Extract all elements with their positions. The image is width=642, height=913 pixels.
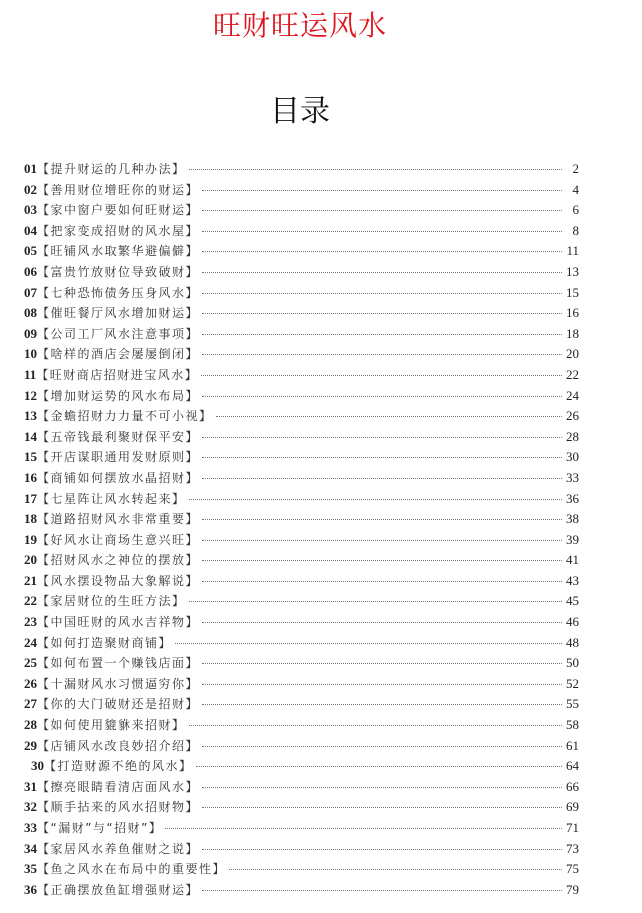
toc-entry-title[interactable]: 【正确摆放鱼缸增强财运】 xyxy=(37,882,200,897)
dot-leader xyxy=(202,890,562,891)
toc-entry-title[interactable]: 【旺铺风水取繁华避偏僻】 xyxy=(37,244,200,259)
dot-leader xyxy=(202,519,562,520)
toc-entry[interactable] xyxy=(24,694,579,715)
toc-entry[interactable] xyxy=(24,756,579,777)
toc-entry-number: 35 xyxy=(24,861,37,877)
toc-entry[interactable] xyxy=(24,818,579,839)
dot-leader xyxy=(202,190,562,191)
toc-entry-page[interactable]: 61 xyxy=(566,737,579,753)
dot-leader xyxy=(202,540,562,541)
toc-entry-page[interactable]: 30 xyxy=(566,449,579,465)
toc-entry-page[interactable]: 13 xyxy=(566,263,579,279)
toc-entry-page[interactable]: 26 xyxy=(566,408,579,424)
dot-leader xyxy=(165,828,562,829)
toc-entry-number: 02 xyxy=(24,181,37,197)
toc-entry-number: 27 xyxy=(24,696,37,712)
toc-entry-page[interactable]: 43 xyxy=(566,572,579,588)
toc-entry-number: 24 xyxy=(24,634,37,650)
toc-entry[interactable] xyxy=(24,880,579,901)
dot-leader xyxy=(202,849,562,850)
toc-entry-number: 31 xyxy=(24,778,37,794)
toc-entry-title[interactable]: 【啥样的酒店会屡屡倒闭】 xyxy=(37,347,200,362)
toc-entry[interactable] xyxy=(24,386,579,407)
toc-entry-title[interactable]: 【富贵竹放财位导致破财】 xyxy=(37,264,200,279)
toc-entry-page[interactable]: 73 xyxy=(566,840,579,856)
dot-leader xyxy=(189,725,562,726)
dot-leader xyxy=(202,684,562,685)
toc-entry[interactable] xyxy=(24,777,579,798)
toc-entry-number: 28 xyxy=(24,717,37,733)
toc-entry-number: 06 xyxy=(24,263,37,279)
dot-leader xyxy=(202,581,562,582)
toc-entry[interactable] xyxy=(24,859,579,880)
toc-entry-number: 36 xyxy=(24,881,37,897)
toc-entry-page[interactable]: 79 xyxy=(566,881,579,897)
toc-entry-number: 14 xyxy=(24,428,37,444)
toc-entry-number: 22 xyxy=(24,593,37,609)
toc-entry-number: 05 xyxy=(24,243,37,259)
toc-entry-title[interactable]: 【如何打造聚财商铺】 xyxy=(37,635,173,650)
toc-heading: 目录 xyxy=(270,94,330,129)
toc-entry-title[interactable]: 【增加财运势的风水布局】 xyxy=(37,388,200,403)
toc-entry-number: 32 xyxy=(24,799,37,815)
toc-entry-title[interactable]: 【开店谋职通用发财原则】 xyxy=(37,450,200,465)
toc-entry-number: 08 xyxy=(24,305,37,321)
toc-entry-title[interactable]: 【鱼之风水在布局中的重要性】 xyxy=(37,862,227,877)
toc-entry-title[interactable]: 【十漏财风水习惯逼穷你】 xyxy=(37,676,200,691)
toc-entry-title[interactable]: 【如何使用貔貅来招财】 xyxy=(37,718,186,733)
toc-entry-page[interactable]: 64 xyxy=(566,758,579,774)
toc-entry-title[interactable]: 【“漏财”与“招财”】 xyxy=(37,821,163,835)
toc-entry-page[interactable]: 66 xyxy=(566,778,579,794)
toc-entry-title[interactable]: 【旺财商店招财进宝风水】 xyxy=(36,367,199,382)
toc-entry-number: 30 xyxy=(31,758,44,774)
toc-entry[interactable] xyxy=(24,797,579,818)
toc-entry-number: 01 xyxy=(24,161,37,176)
toc-entry-number: 25 xyxy=(24,655,37,671)
table-of-contents xyxy=(24,159,579,900)
toc-entry[interactable] xyxy=(24,550,579,571)
toc-entry[interactable] xyxy=(24,427,579,448)
toc-entry-number: 17 xyxy=(24,490,37,506)
toc-entry-page[interactable]: 28 xyxy=(566,428,579,444)
toc-entry[interactable] xyxy=(24,180,579,201)
toc-entry[interactable] xyxy=(24,674,579,695)
toc-entry[interactable] xyxy=(24,612,579,633)
dot-leader xyxy=(201,375,562,376)
dot-leader xyxy=(202,622,562,623)
toc-entry[interactable] xyxy=(24,447,579,468)
toc-entry-number: 29 xyxy=(24,737,37,753)
toc-entry-page[interactable]: 20 xyxy=(566,346,579,362)
dot-leader xyxy=(189,499,562,500)
toc-entry[interactable] xyxy=(24,715,579,736)
dot-leader xyxy=(202,663,562,664)
toc-entry-page[interactable]: 2 xyxy=(572,161,579,176)
toc-entry-page[interactable]: 33 xyxy=(566,469,579,485)
dot-leader xyxy=(202,354,562,355)
dot-leader xyxy=(202,396,562,397)
toc-entry-title[interactable]: 【店铺风水改良妙招介绍】 xyxy=(37,738,200,753)
toc-entry-title[interactable]: 【七星阵让风水转起来】 xyxy=(37,491,186,506)
toc-entry-page[interactable]: 75 xyxy=(566,861,579,877)
dot-leader xyxy=(202,807,562,808)
toc-entry[interactable] xyxy=(24,530,579,551)
toc-entry-title[interactable]: 【公司工厂风水注意事项】 xyxy=(37,326,200,341)
toc-entry-number: 04 xyxy=(24,222,37,238)
dot-leader xyxy=(202,787,562,788)
dot-leader xyxy=(196,766,562,767)
toc-entry-title[interactable]: 【五帝钱最利聚财保平安】 xyxy=(37,429,200,444)
toc-entry-title[interactable]: 【如何布置一个赚钱店面】 xyxy=(37,656,200,671)
dot-leader xyxy=(202,704,562,705)
dot-leader xyxy=(202,231,562,232)
toc-entry-title[interactable]: 【善用财位增旺你的财运】 xyxy=(37,182,200,197)
toc-entry-number: 19 xyxy=(24,531,37,547)
toc-entry[interactable] xyxy=(24,591,579,612)
dot-leader xyxy=(202,746,562,747)
toc-entry-number: 33 xyxy=(24,820,37,835)
dot-leader xyxy=(202,293,562,294)
toc-entry-number: 21 xyxy=(24,572,37,588)
toc-entry[interactable] xyxy=(24,159,579,180)
toc-entry-page[interactable]: 39 xyxy=(566,531,579,547)
toc-entry-page[interactable]: 16 xyxy=(566,305,579,321)
toc-entry-number: 26 xyxy=(24,675,37,691)
toc-entry[interactable] xyxy=(24,221,579,242)
dot-leader xyxy=(202,334,562,335)
dot-leader xyxy=(202,251,562,252)
toc-entry-title[interactable]: 【招财风水之神位的摆放】 xyxy=(37,553,200,568)
document-title: 旺财旺运风水 xyxy=(212,9,387,42)
toc-entry-number: 03 xyxy=(24,202,37,218)
dot-leader xyxy=(202,272,562,273)
toc-entry-page[interactable]: 58 xyxy=(566,717,579,733)
toc-entry-number: 18 xyxy=(24,511,37,527)
toc-entry-page[interactable]: 8 xyxy=(572,222,579,238)
toc-entry-page[interactable]: 45 xyxy=(566,593,579,609)
toc-entry-number: 16 xyxy=(24,469,37,485)
toc-entry-page[interactable]: 4 xyxy=(572,181,579,197)
toc-entry-number: 12 xyxy=(24,387,37,403)
toc-entry-title[interactable]: 【七种恐怖债务压身风水】 xyxy=(37,285,200,300)
toc-entry[interactable] xyxy=(24,303,579,324)
toc-entry-page[interactable]: 38 xyxy=(566,511,579,527)
toc-entry-title[interactable]: 【家中窗户要如何旺财运】 xyxy=(37,203,200,218)
toc-entry-page[interactable]: 18 xyxy=(566,325,579,341)
toc-entry-page[interactable]: 46 xyxy=(566,614,579,630)
toc-entry-page[interactable]: 36 xyxy=(566,490,579,506)
toc-entry-number: 09 xyxy=(24,325,37,341)
toc-entry-title[interactable]: 【顺手拈来的风水招财物】 xyxy=(37,800,200,815)
toc-entry-title[interactable]: 【中国旺财的风水吉祥物】 xyxy=(37,615,200,630)
toc-entry-title[interactable]: 【好风水让商场生意兴旺】 xyxy=(37,532,200,547)
dot-leader xyxy=(202,478,562,479)
toc-entry-title[interactable]: 【家居风水养鱼催财之说】 xyxy=(37,841,200,856)
toc-entry-page[interactable]: 69 xyxy=(566,799,579,815)
toc-entry[interactable] xyxy=(24,489,579,510)
toc-entry-title[interactable]: 【商铺如何摆放水晶招财】 xyxy=(37,470,200,485)
dot-leader xyxy=(202,210,562,211)
toc-entry-title[interactable]: 【打造财源不绝的风水】 xyxy=(44,759,193,774)
toc-entry-number: 10 xyxy=(24,346,37,362)
toc-entry-page[interactable]: 6 xyxy=(572,202,579,218)
toc-entry[interactable] xyxy=(24,633,579,654)
toc-entry[interactable] xyxy=(24,262,579,283)
toc-entry-title[interactable]: 【擦亮眼睛看清店面风水】 xyxy=(37,779,200,794)
toc-entry-title[interactable]: 【提升财运的几种办法】 xyxy=(37,162,186,176)
toc-entry[interactable] xyxy=(24,283,579,304)
toc-entry[interactable] xyxy=(24,839,579,860)
toc-entry-page[interactable]: 55 xyxy=(566,696,579,712)
toc-entry-page[interactable]: 52 xyxy=(566,675,579,691)
toc-entry[interactable] xyxy=(24,653,579,674)
dot-leader xyxy=(189,601,562,602)
toc-entry-number: 15 xyxy=(24,449,37,465)
toc-entry[interactable] xyxy=(24,200,579,221)
toc-entry-number: 11 xyxy=(24,366,37,382)
toc-entry[interactable] xyxy=(24,241,579,262)
toc-entry-title[interactable]: 【道路招财风水非常重要】 xyxy=(37,512,200,527)
dot-leader xyxy=(175,643,562,644)
dot-leader xyxy=(202,437,562,438)
toc-entry[interactable] xyxy=(24,344,579,365)
toc-entry-page[interactable]: 50 xyxy=(566,655,579,671)
toc-entry-page[interactable]: 15 xyxy=(566,284,579,300)
toc-entry-title[interactable]: 【风水摆设物品大象解说】 xyxy=(37,573,200,588)
dot-leader xyxy=(216,416,562,417)
toc-entry-number: 23 xyxy=(24,614,37,630)
dot-leader xyxy=(202,313,562,314)
toc-entry[interactable] xyxy=(24,571,579,592)
toc-entry-page[interactable]: 24 xyxy=(566,387,579,403)
toc-entry-number: 13 xyxy=(24,408,37,424)
toc-entry-number: 34 xyxy=(24,840,37,856)
toc-entry-number: 07 xyxy=(24,284,37,300)
toc-entry[interactable] xyxy=(24,324,579,345)
dot-leader xyxy=(202,457,562,458)
dot-leader xyxy=(202,560,562,561)
toc-entry-page[interactable]: 71 xyxy=(566,820,579,835)
toc-entry-title[interactable]: 【金蟾招财力力量不可小视】 xyxy=(37,409,213,424)
toc-entry[interactable] xyxy=(24,736,579,757)
toc-entry[interactable] xyxy=(24,468,579,489)
toc-entry[interactable] xyxy=(24,406,579,427)
toc-entry[interactable] xyxy=(24,365,579,386)
dot-leader xyxy=(189,169,562,170)
toc-entry-page[interactable]: 41 xyxy=(566,552,579,568)
toc-entry-page[interactable]: 11 xyxy=(566,243,579,259)
toc-entry-page[interactable]: 22 xyxy=(566,366,579,382)
toc-entry-title[interactable]: 【你的大门破财还是招财】 xyxy=(37,697,200,712)
toc-entry-title[interactable]: 【催旺餐厅风水增加财运】 xyxy=(37,306,200,321)
toc-entry-title[interactable]: 【家居财位的生旺方法】 xyxy=(37,594,186,609)
toc-entry-title[interactable]: 【把家变成招财的风水屋】 xyxy=(37,223,200,238)
toc-entry-number: 20 xyxy=(24,552,37,568)
toc-entry-page[interactable]: 48 xyxy=(566,634,579,650)
toc-entry[interactable] xyxy=(24,509,579,530)
dot-leader xyxy=(229,869,562,870)
